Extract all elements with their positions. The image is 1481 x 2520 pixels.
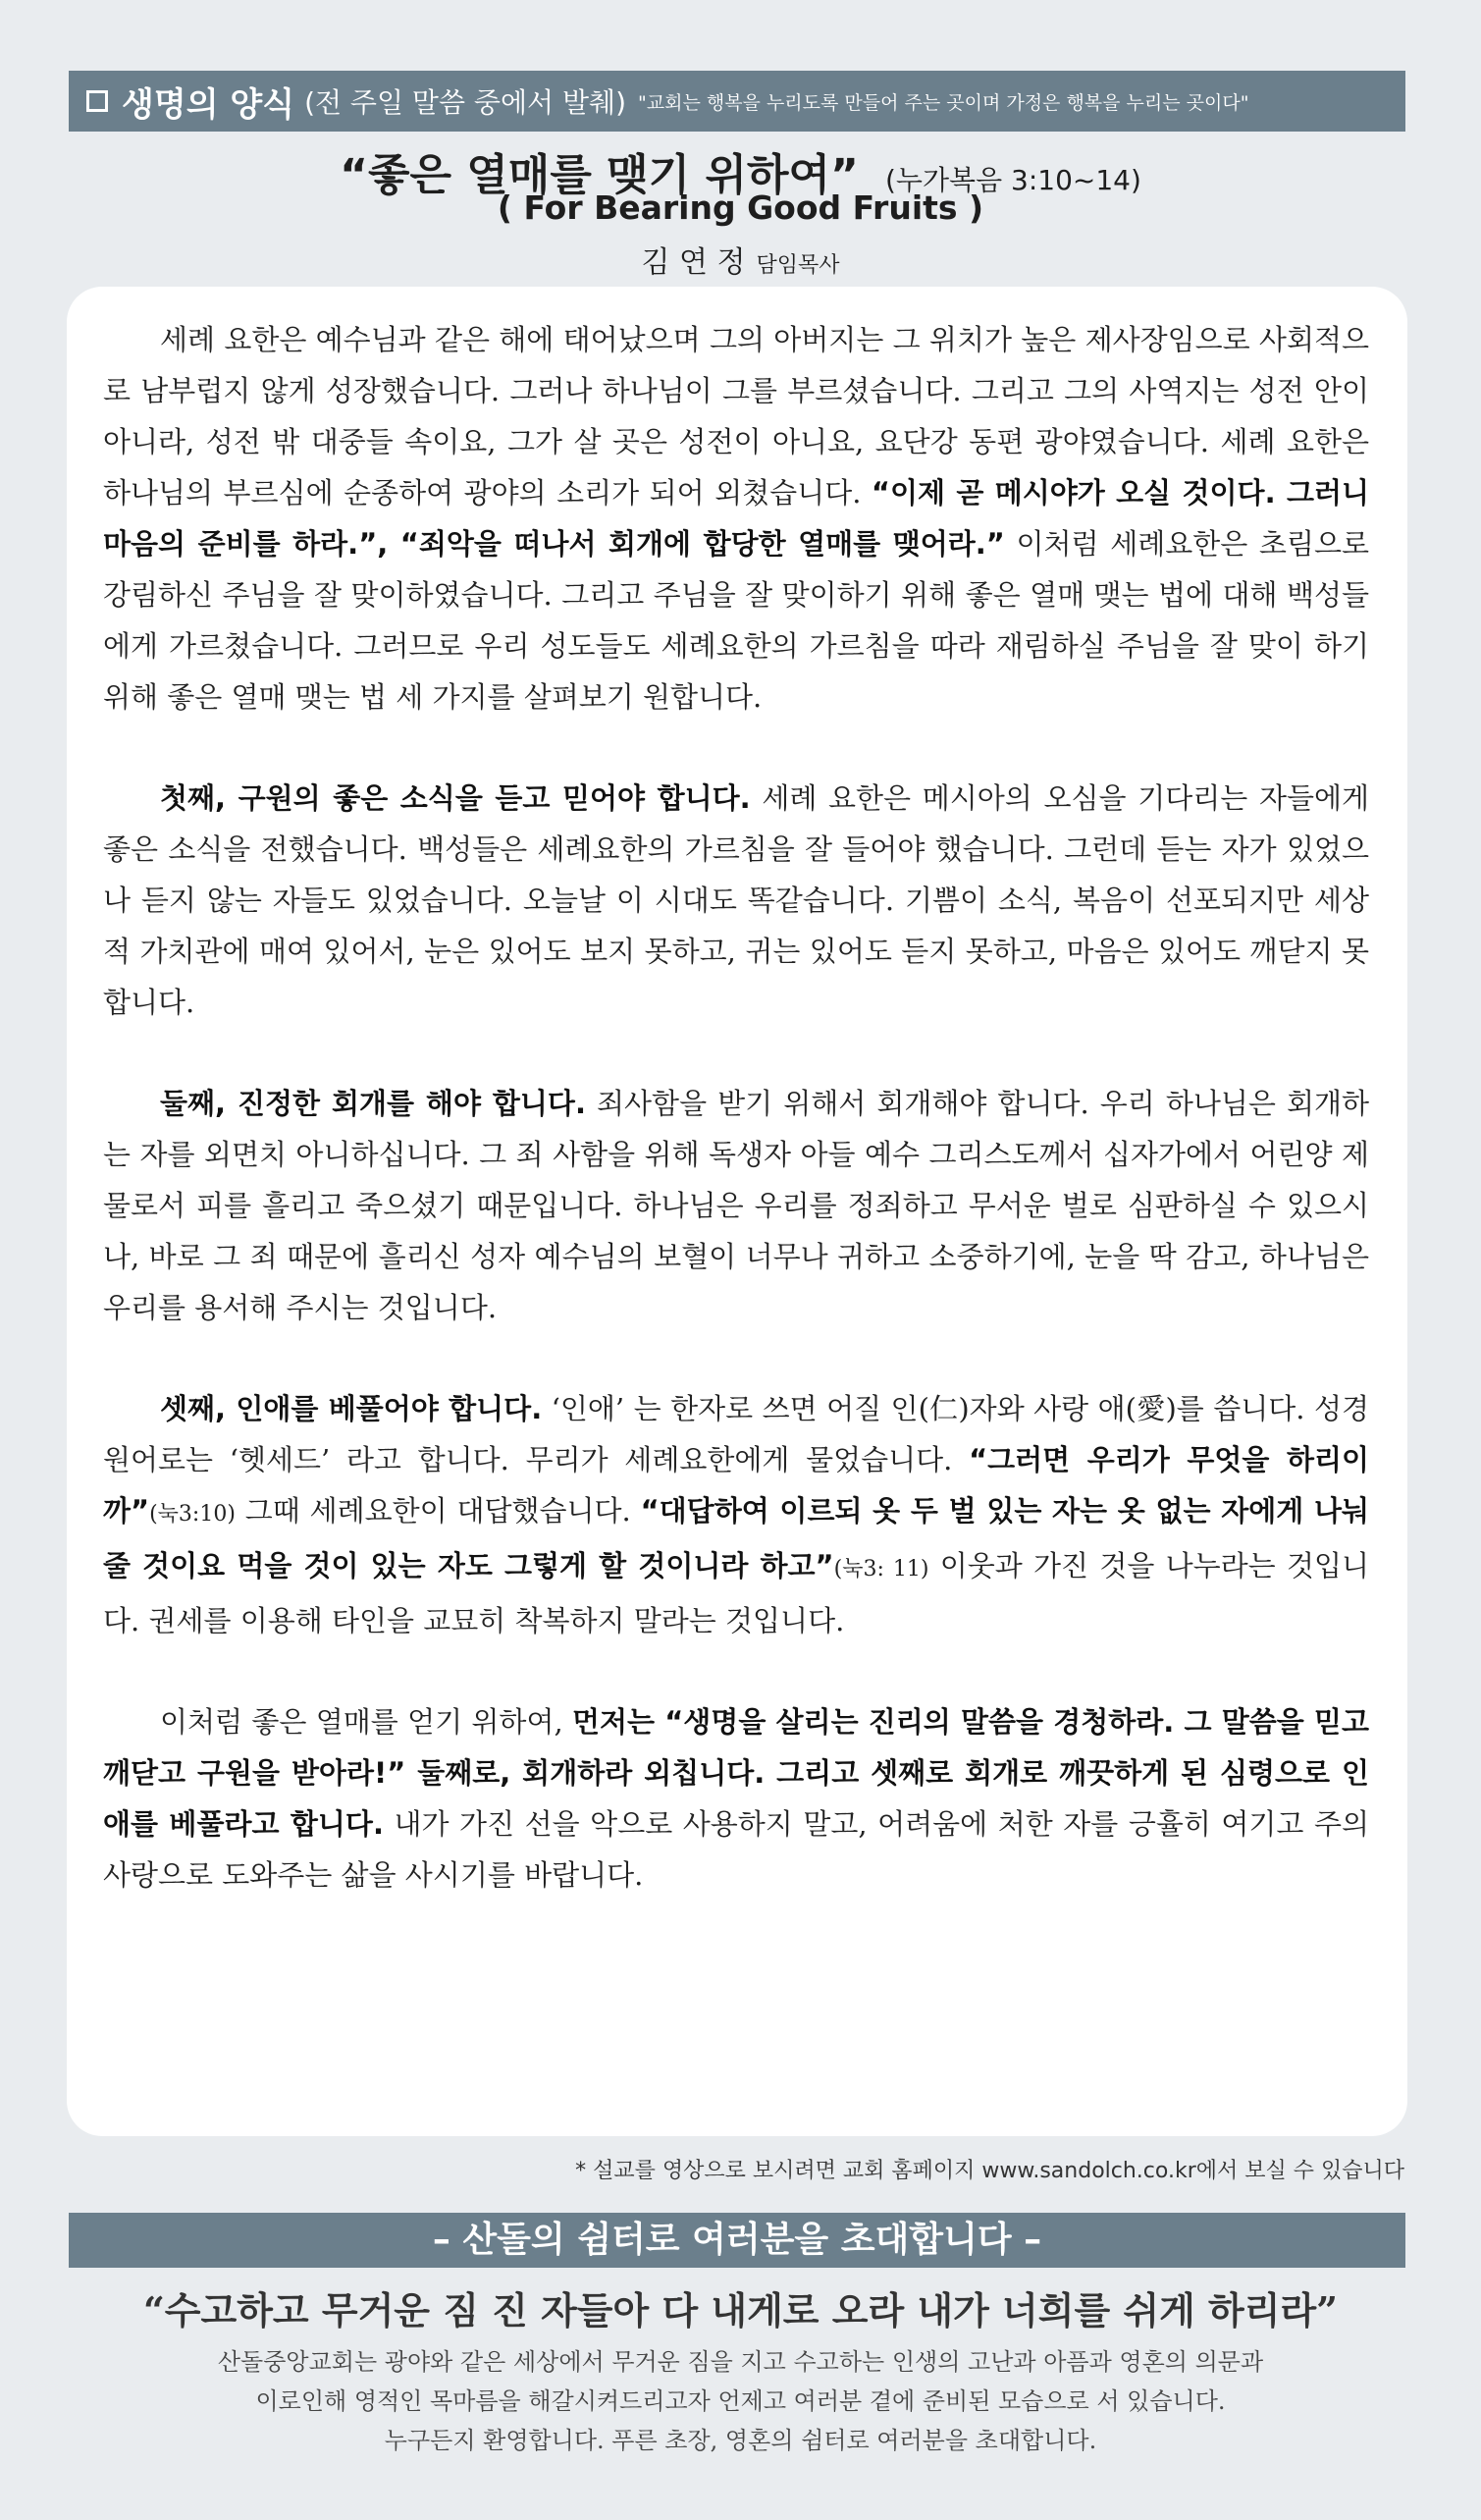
- video-note: * 설교를 영상으로 보시려면 교회 홈페이지 www.sandolch.co.kr에서 보실 수 있습니다: [575, 2159, 1404, 2183]
- paragraph-intro: 세례 요한은 예수님과 같은 해에 태어났으며 그의 아버지는 그 위치가 높은 제사장임으로 사회적으로 남부럽지 않게 성장했습니다. 그러나 하나님이 그를 부르셨습니다. 그리고 그의 사역지는 성전 안이 아니라, 성전 밖 대중들 속이요, 그가 살 곳은 성전이 아니요, 요단강 동편 광야였습니다. 세례 요한은 하나님의 부르심에 순종하여 광야의 소리가 되어 외쳤습니다. “이제 곧 메시야가 오실 것이다. 그러니 마음의 준비를 하라.”, “죄악을 떠나서 회개에 합당한 열매를 맺어라.” 이처럼 세례요한은 초림으로 강림하신 주님을 잘 맞이하였습니다. 그리고 주님을 잘 맞이하기 위해 좋은 열매 맺는 법에 대해 백성들에게 가르쳤습니다. 그러므로 우리 성도들도 세례요한의 가르침을 따라 재림하실 주님을 잘 맞이 하기 위해 좋은 열매 맺는 법 세 가지를 살펴보기 원합니다.: [103, 323, 1369, 714]
- section-title: 생명의 양식: [122, 84, 295, 125]
- conclusion-summary: 먼저는 “생명을 살리는 진리의 말씀을 경청하라. 그 말씀을 믿고 깨닫고 구원을 받아라!” 둘째로, 회개하라 외칩니다. 그리고 셋째로 회개로 깨끗하게 된 심령으로 인애를 베풀라고 합니다.: [103, 1705, 1369, 1841]
- point-heading-second: 둘째, 진정한 회개를 해야 합니다.: [160, 1087, 586, 1120]
- point-heading-first: 첫째, 구원의 좋은 소식을 듣고 믿어야 합니다.: [160, 781, 751, 815]
- scripture-quote-2: “대답하여 이르되 옷 두 벌 있는 자는 옷 없는 자에게 나눠 줄 것이요 먹을 것이 있는 자도 그렇게 할 것이니라 하고”: [103, 1494, 1369, 1582]
- invite-line: 누구든지 환영합니다. 푸른 초장, 영혼의 쉼터로 여러분을 초대합니다.: [384, 2427, 1097, 2454]
- sermon-english-title: ( For Bearing Good Fruits ): [497, 188, 984, 227]
- paragraph-first: 첫째, 구원의 좋은 소식을 듣고 믿어야 합니다. 세례 요한은 메시아의 오심을 기다리는 자들에게 좋은 소식을 전했습니다. 백성들은 세례요한의 가르침을 잘 들어야 했습니다. 그런데 듣는 자가 있었으나 듣지 않는 자들도 있었습니다. 오늘날 이 시대도 똑같습니다. 기쁨이 소식, 복음이 선포되지만 세상적 가치관에 매여 있어서, 눈은 있어도 보지 못하고, 귀는 있어도 듣지 못하고, 마음은 있어도 깨닫지 못합니다.: [103, 781, 1369, 1019]
- paragraph-third: 셋째, 인애를 베풀어야 합니다. ‘인애’ 는 한자로 쓰면 어질 인(仁)자와 사랑 애(愛)를 씁니다. 성경원어로는 ‘헷세드’ 라고 합니다. 무리가 세례요한에게 물었습니다. “그러면 우리가 무엇을 하리이까”(눅3:10) 그때 세례요한이 대답했습니다. “대답하여 이르되 옷 두 벌 있는 자는 옷 없는 자에게 나눠 줄 것이요 먹을 것이 있는 자도 그렇게 할 것이니라 하고”(눅3: 11) 이웃과 가진 것을 나누라는 것입니다. 권세를 이용해 타인을 교묘히 착복하지 말라는 것입니다.: [103, 1392, 1369, 1637]
- invite-title-bar: – 산돌의 쉼터로 여러분을 초대합니다 –: [69, 2213, 1405, 2268]
- invite-description: [0, 2342, 1481, 2460]
- preacher-line: [0, 238, 1481, 281]
- invite-line: 산돌중앙교회는 광야와 같은 세상에서 무거운 짐을 지고 수고하는 인생의 고난과 아픔과 영혼의 의문과: [217, 2348, 1264, 2376]
- emphasis-quote: “이제 곧 메시야가 오실 것이다. 그러니 마음의 준비를 하라.”, “죄악을 떠나서 회개에 합당한 열매를 맺어라.”: [103, 476, 1369, 561]
- scripture-quote-1: “그러면 우리가 무엇을 하리이까”: [103, 1443, 1369, 1528]
- preacher-name: 김 연 정: [641, 245, 746, 280]
- verse-ref-1: (눅3:10): [149, 1502, 236, 1527]
- paragraph-second: 둘째, 진정한 회개를 해야 합니다. 죄사함을 받기 위해서 회개해야 합니다. 우리 하나님은 회개하는 자를 외면치 아니하십니다. 그 죄 사함을 위해 독생자 아들 예수 그리스도께서 십자가에서 어린양 제물로서 피를 흘리고 죽으셨기 때문입니다. 하나님은 우리를 정죄하고 무서운 벌로 심판하실 수 있으시나, 바로 그 죄 때문에 흘리신 성자 예수님의 보혈이 너무나 귀하고 소중하기에, 눈을 딱 감고, 하나님은 우리를 용서해 주시는 것입니다.: [103, 1087, 1369, 1324]
- section-subtitle: (전 주일 말씀 중에서 발췌): [304, 86, 626, 119]
- paragraph-conclusion: 이처럼 좋은 열매를 얻기 위하여, 먼저는 “생명을 살리는 진리의 말씀을 경청하라. 그 말씀을 믿고 깨닫고 구원을 받아라!” 둘째로, 회개하라 외칩니다. 그리고 셋째로 회개로 깨끗하게 된 심령으로 인애를 베풀라고 합니다. 내가 가진 선을 악으로 사용하지 말고, 어려움에 처한 자를 긍휼히 여기고 주의 사랑으로 도와주는 삶을 사시기를 바랍니다.: [103, 1705, 1369, 1892]
- sermon-body: [103, 314, 1369, 1951]
- scripture-reference: (누가복음 3:10~14): [885, 164, 1141, 196]
- section-header-bar: [69, 71, 1405, 132]
- checkbox-square-icon: [86, 90, 108, 112]
- verse-ref-2: (눅3: 11): [833, 1557, 929, 1582]
- invite-line: 이로인해 영적인 목마름을 해갈시켜드리고자 언제고 여러분 곁에 준비된 모습으로 서 있습니다.: [255, 2387, 1226, 2415]
- church-motto: "교회는 행복을 누리도록 만들어 주는 곳이며 가정은 행복을 누리는 곳이다": [638, 91, 1249, 114]
- sermon-title: “좋은 열매를 맺기 위하여”: [340, 150, 859, 200]
- point-heading-third: 셋째, 인애를 베풀어야 합니다.: [160, 1392, 543, 1425]
- invite-quote: “수고하고 무거운 짐 진 자들아 다 내게로 오라 내가 너희를 쉬게 하리라”: [142, 2288, 1339, 2332]
- preacher-role: 담임목사: [756, 253, 840, 278]
